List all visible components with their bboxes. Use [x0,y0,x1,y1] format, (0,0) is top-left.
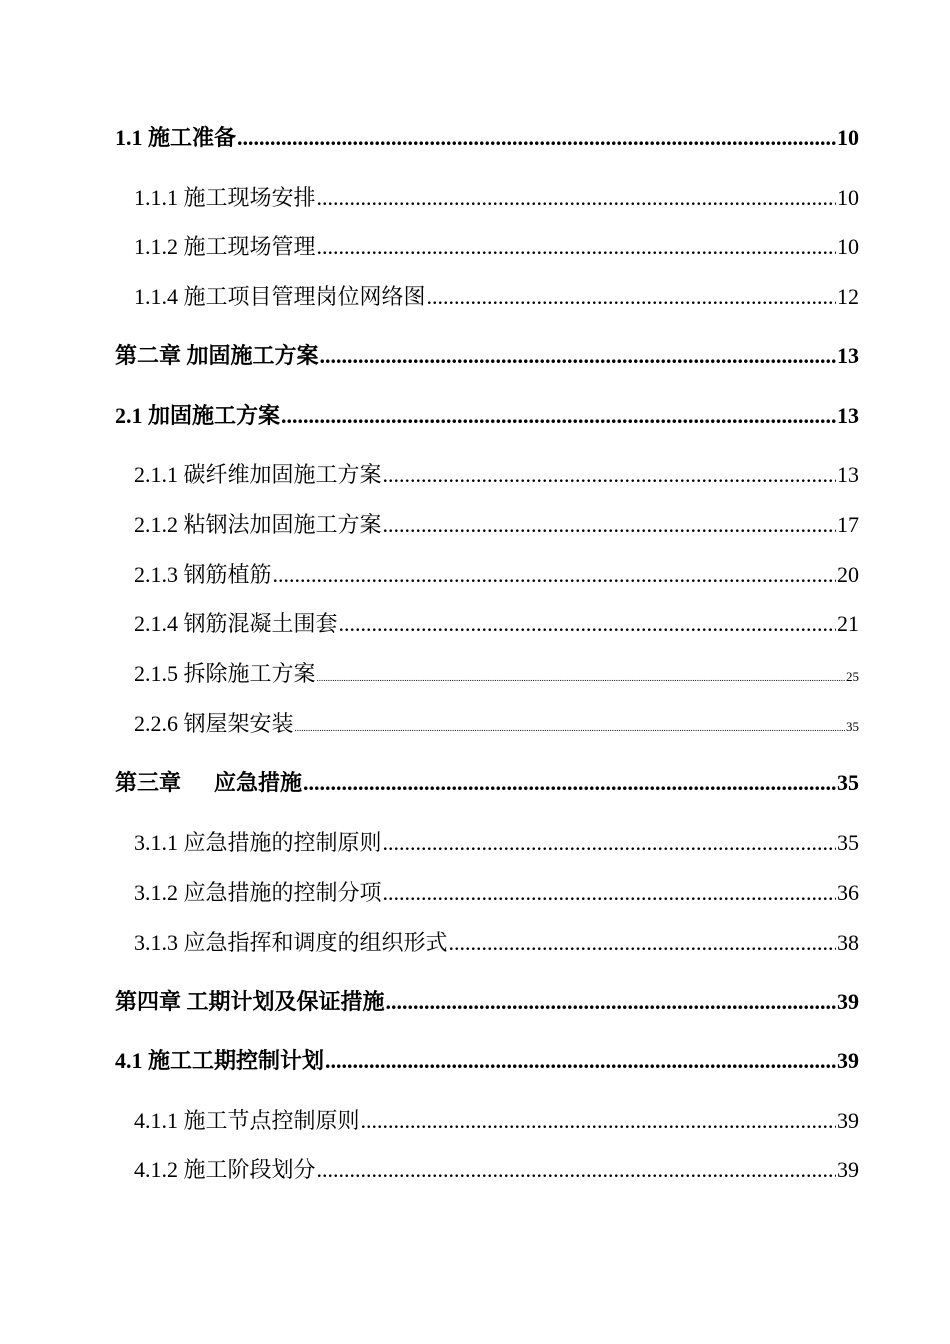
toc-dot-leader [383,458,836,492]
toc-page-number: 35 [837,770,859,795]
toc-entry-title: 4.1 施工工期控制计划 [115,1048,325,1073]
toc-entry-title: 4.1.1 施工节点控制原则 [134,1108,360,1133]
toc-entry[interactable] [134,607,859,641]
toc-page-number: 39 [837,989,859,1014]
toc-dot-leader [361,1104,836,1138]
toc-page-number: 39 [837,1157,859,1182]
toc-entry-title: 第四章 工期计划及保证措施 [115,989,385,1014]
toc-dot-leader [339,607,836,641]
toc-entry-title: 2.1.1 碳纤维加固施工方案 [134,462,382,487]
toc-entry-title: 第二章 加固施工方案 [115,343,319,368]
toc-dot-leader [317,661,845,695]
toc-dot-leader [427,280,836,314]
toc-entry-title: 2.1.5 拆除施工方案 [134,661,316,686]
toc-entry[interactable] [134,1104,859,1138]
toc-page-number: 39 [837,1048,859,1073]
toc-dot-leader [281,399,836,433]
toc-page-number: 13 [837,462,859,487]
toc-dot-leader [317,230,836,264]
toc-entry[interactable] [134,280,859,314]
toc-page-number: 10 [837,125,859,150]
toc-entry-title: 2.1 加固施工方案 [115,403,281,428]
toc-entry[interactable] [134,558,859,592]
toc-dot-leader [320,339,836,373]
toc-dot-leader [325,1044,836,1078]
toc-entry[interactable] [134,826,859,860]
toc-page-number: 12 [837,284,859,309]
toc-entry-title: 2.2.6 钢屋架安装 [134,711,294,736]
toc-dot-leader [237,121,836,155]
toc-entry[interactable] [134,876,859,910]
toc-entry-title: 1.1.2 施工现场管理 [134,234,316,259]
toc-page-number: 39 [837,1108,859,1133]
toc-dot-leader [383,876,836,910]
toc-page-number: 13 [837,343,859,368]
toc-page-number: 38 [837,930,859,955]
toc-entry-title: 2.1.3 钢筋植筋 [134,562,272,587]
toc-page-number: 25 [846,669,859,684]
toc-page-number: 10 [837,234,859,259]
toc-page-number: 21 [837,611,859,636]
toc-entry[interactable] [134,926,859,960]
toc-dot-leader [303,766,836,800]
toc-entry-title: 2.1.2 粘钢法加固施工方案 [134,512,382,537]
toc-entry[interactable] [115,766,859,800]
toc-entry[interactable] [115,339,859,373]
toc-entry-title: 3.1.2 应急措施的控制分项 [134,880,382,905]
toc-dot-leader [386,985,836,1019]
toc-entry[interactable] [134,707,859,741]
toc-entry[interactable] [115,1044,859,1078]
toc-dot-leader [317,1153,836,1187]
toc-dot-leader [317,181,836,215]
toc-page-number: 35 [846,719,859,734]
toc-entry-title: 3.1.3 应急指挥和调度的组织形式 [134,930,448,955]
toc-entry[interactable] [115,121,859,155]
toc-page-number: 17 [837,512,859,537]
toc-page-number: 35 [837,830,859,855]
toc-dot-leader [383,826,836,860]
toc-entry[interactable] [134,657,859,691]
toc-entry-title: 2.1.4 钢筋混凝土围套 [134,611,338,636]
toc-entry-title: 3.1.1 应急措施的控制原则 [134,830,382,855]
toc-entry[interactable] [115,985,859,1019]
toc-entry[interactable] [134,458,859,492]
toc-page-number: 10 [837,185,859,210]
toc-entry-title: 第三章 应急措施 [115,770,303,795]
toc-entry[interactable] [134,1153,859,1187]
toc-entry-title: 1.1 施工准备 [115,125,237,150]
toc-entry[interactable] [134,181,859,215]
toc-page-number: 20 [837,562,859,587]
toc-page-number: 36 [837,880,859,905]
toc-dot-leader [273,558,836,592]
toc-entry-title: 1.1.4 施工项目管理岗位网络图 [134,284,426,309]
toc-entry[interactable] [134,508,859,542]
toc-page-number: 13 [837,403,859,428]
toc-entry[interactable] [115,399,859,433]
toc-entry[interactable] [134,230,859,264]
toc-entry-title: 1.1.1 施工现场安排 [134,185,316,210]
toc-dot-leader [449,926,836,960]
toc-dot-leader [383,508,836,542]
toc-dot-leader [295,711,845,745]
toc-entry-title: 4.1.2 施工阶段划分 [134,1157,316,1182]
